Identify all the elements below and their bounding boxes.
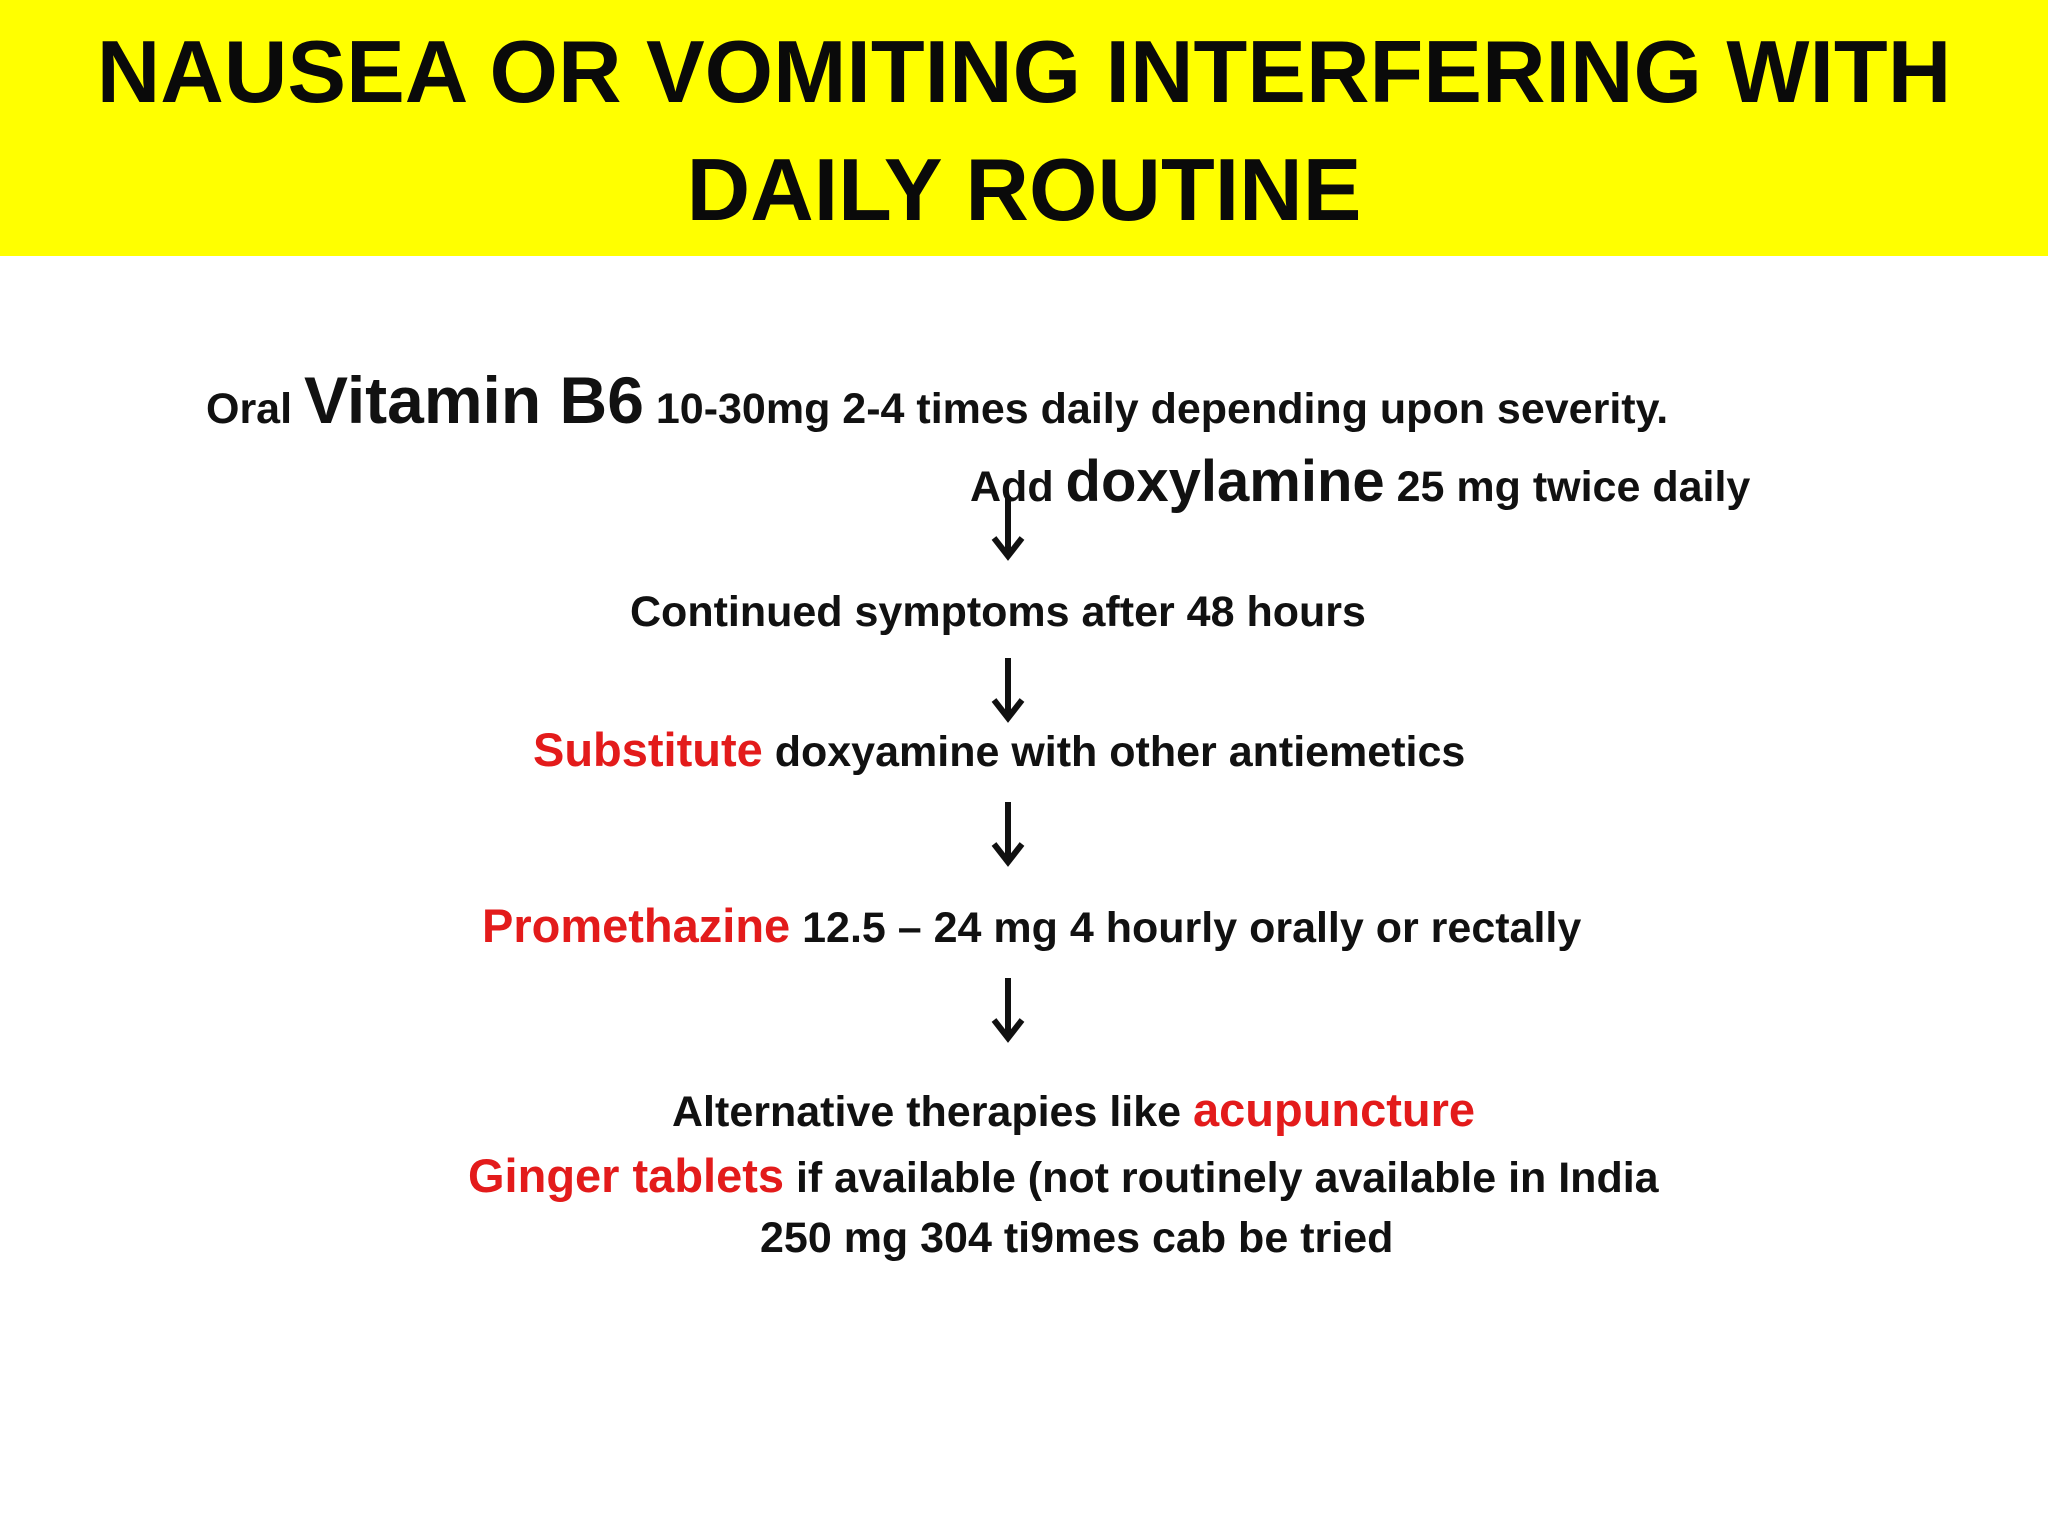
step-prefix: Oral	[206, 385, 293, 433]
highlight-text: acupuncture	[1193, 1083, 1476, 1136]
step-doxylamine	[970, 448, 1750, 515]
step-continued-symptoms: Continued symptoms after 48 hours	[630, 588, 1366, 636]
arrow-down-icon	[988, 654, 1028, 724]
title-band	[0, 0, 2048, 256]
arrow-down-icon	[988, 974, 1028, 1044]
highlight-text: Promethazine	[482, 899, 791, 952]
step-text: if available (not routinely available in India	[795, 1154, 1659, 1202]
drug-name: Vitamin B6	[304, 363, 644, 437]
step-ginger-tablets	[468, 1148, 1659, 1203]
step-alternative-therapies	[672, 1082, 1475, 1137]
dosage-text: 10-30mg 2-4 times daily depending upon severity.	[655, 385, 1669, 433]
highlight-text: Ginger tablets	[468, 1149, 785, 1202]
step-vitamin-b6	[206, 362, 1668, 438]
dosage-text: 12.5 – 24 mg 4 hourly orally or rectally	[802, 904, 1582, 952]
step-promethazine	[482, 898, 1581, 953]
step-substitute	[533, 722, 1465, 777]
dosage-text: 25 mg twice daily	[1396, 463, 1751, 511]
title-line-2: DAILY ROUTINE	[686, 140, 1362, 239]
drug-name: doxylamine	[1065, 449, 1385, 514]
arrow-down-icon	[988, 492, 1028, 562]
step-text: doxyamine with other antiemetics	[774, 728, 1466, 776]
arrow-down-icon	[988, 798, 1028, 868]
step-prefix: Add	[970, 463, 1054, 511]
step-text: Alternative therapies like	[672, 1088, 1182, 1136]
step-ginger-dosage: 250 mg 304 ti9mes cab be tried	[760, 1214, 1394, 1262]
highlight-text: Substitute	[533, 723, 763, 776]
title-line-1: NAUSEA OR VOMITING INTERFERING WITH	[96, 22, 1952, 121]
